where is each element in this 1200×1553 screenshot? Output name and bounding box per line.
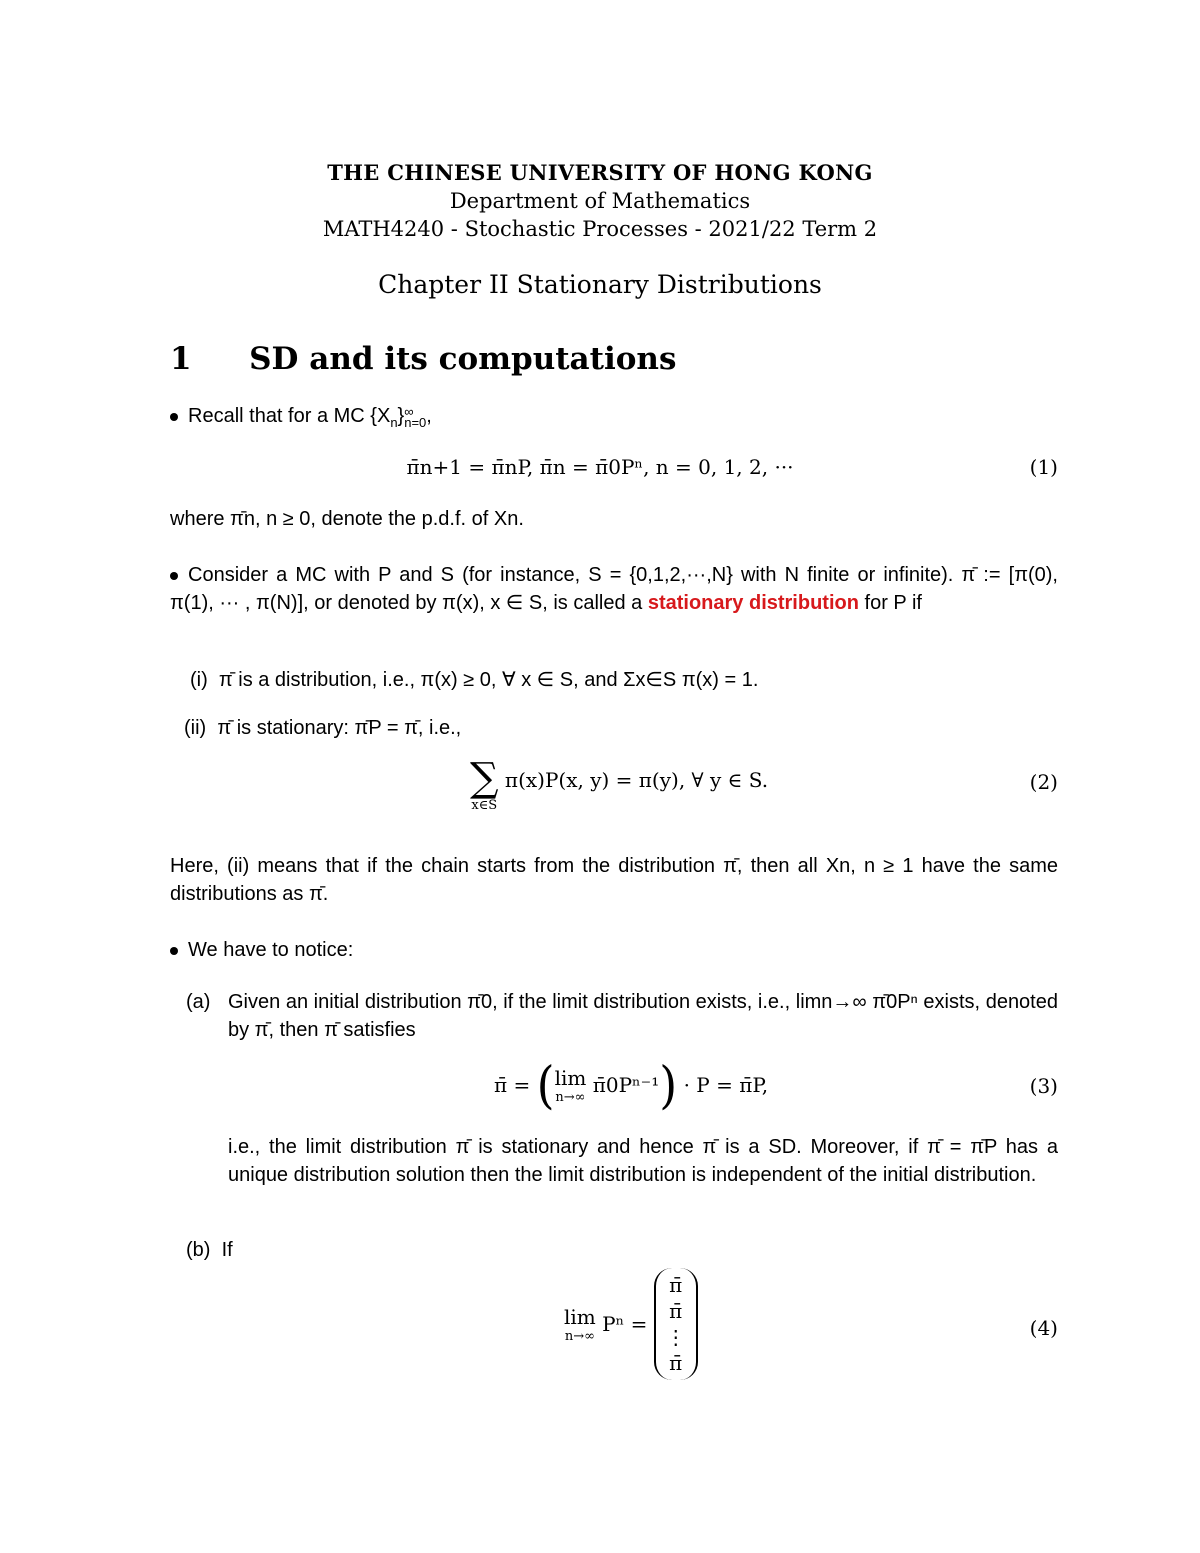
limit-matrix: π̄ π̄ ⋮ π̄ [654,1268,698,1380]
equation-4-number: (4) [1029,1316,1058,1340]
stationary-distribution-term: stationary distribution [647,592,859,614]
course-line: MATH4240 - Stochastic Processes - 2021/22 Term 2 [322,217,878,241]
bullet-icon [170,413,178,421]
equation-1: π̄n+1 = π̄nP, π̄n = π̄0Pⁿ, n = 0, 1, 2, ··· [406,455,794,479]
section-title: SD and its computations [249,341,677,377]
equation-1-number: (1) [1029,455,1058,479]
recall-paragraph: Recall that for a MC $\{X_n\}$ ∞ n=0 , [170,402,432,437]
equation-4: lim n→∞ Pⁿ = π̄ π̄ ⋮ π̄ [564,1268,698,1380]
summation-symbol: ∑ [470,755,499,801]
item-a-continued: i.e., the limit distribution π̄ is stationary and hence π̄ is a SD. Moreover, if π̄ = π̄P has a unique distribution solution then the limit distribution is independent of the initial distribution. [228,1136,1058,1186]
section-heading [170,341,676,377]
section-number: 1 [170,341,192,377]
item-a-label: (a) [186,991,211,1013]
equation-2-number: (2) [1029,770,1058,794]
equation-3: π̄ = ( lim n→∞ π̄0Pⁿ⁻¹) · P = π̄P, [494,1055,769,1115]
definition-paragraph: Consider a MC with P and S (for instance, S = {0,1,2,···,N} with N finite or infinite). π̄ := [π(0), π(1), ··· , π(N)], or denoted by π(x), x ∈ S, is called a stationary distribution for P if [170,564,1058,614]
here-paragraph: Here, (ii) means that if the chain starts from the distribution π̄, then all Xn, n ≥ 1 have the same distributions as π̄. [170,855,1058,905]
item-ii: (ii) π̄ is stationary: π̄P = π̄, i.e., [184,717,462,739]
equation-2: ∑ x∈S π(x)P(x, y) = π(y), ∀ y ∈ S. [470,755,769,813]
equation-3-number: (3) [1029,1074,1058,1098]
bullet-icon [170,947,178,955]
item-i: (i) π̄ is a distribution, i.e., π(x) ≥ 0, ∀ x ∈ S, and Σx∈S π(x) = 1. [190,669,759,691]
chapter-title: Chapter II Stationary Distributions [378,270,822,299]
department-name: Department of Mathematics [449,189,751,213]
notice-paragraph: We have to notice: [170,936,353,964]
pdf-sentence: where π̄n, n ≥ 0, denote the p.d.f. of Xn. [170,508,524,530]
item-b: (b) If [186,1239,233,1261]
item-a-text: Given an initial distribution π̄0, if the limit distribution exists, i.e., limn→∞ π̄0Pⁿ exists, denoted by π̄, then π̄ satisfies [228,991,1058,1041]
university-name: THE CHINESE UNIVERSITY OF HONG KONG [327,160,873,185]
bullet-icon [170,572,178,580]
